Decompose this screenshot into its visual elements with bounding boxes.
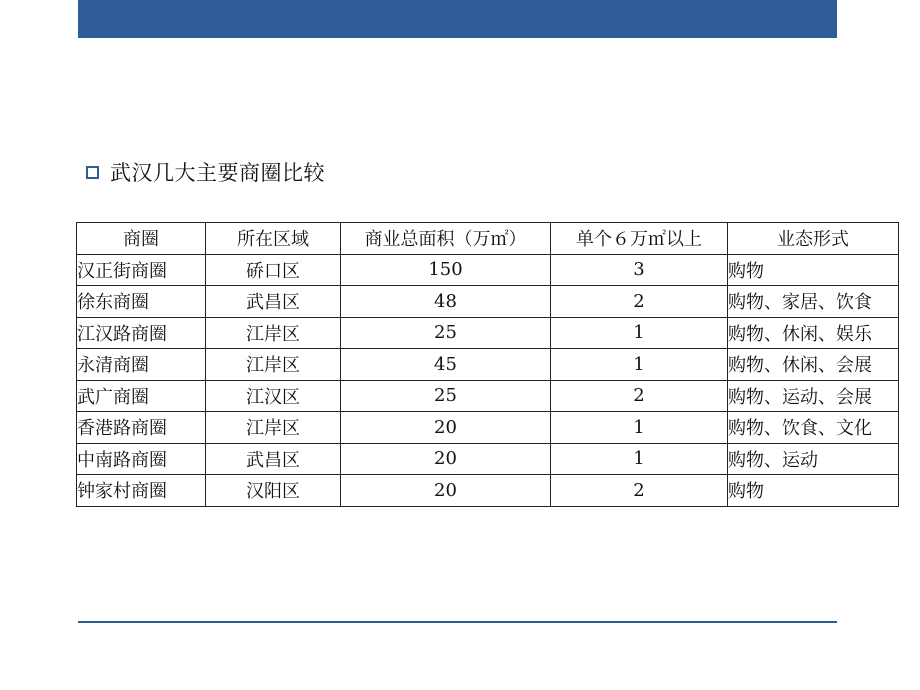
cell-mall: 香港路商圈 [77,412,206,444]
table-row [77,380,899,412]
cell-format: 购物、休闲、会展 [728,349,899,381]
cell-mall: 武广商圈 [77,380,206,412]
header-district: 所在区域 [206,223,341,255]
cell-format: 购物 [728,475,899,507]
heading-text: 武汉几大主要商圈比较 [110,161,325,185]
comparison-table [76,222,899,507]
cell-total-area: 48 [341,286,551,318]
cell-format: 购物、家居、饮食 [728,286,899,318]
header-mall: 商圈 [77,223,206,255]
cell-total-area: 25 [341,380,551,412]
cell-district: 江岸区 [206,412,341,444]
square-bullet-icon [86,166,99,179]
cell-total-area: 150 [341,254,551,286]
table-row [77,286,899,318]
table-row [77,349,899,381]
cell-mall: 江汉路商圈 [77,317,206,349]
cell-mall: 汉正街商圈 [77,254,206,286]
header-large-count: 单个６万㎡以上 [551,223,728,255]
cell-format: 购物、饮食、文化 [728,412,899,444]
cell-total-area: 25 [341,317,551,349]
cell-large-count: 1 [551,443,728,475]
cell-format: 购物、运动、会展 [728,380,899,412]
section-heading [86,156,325,188]
cell-district: 江岸区 [206,317,341,349]
cell-format: 购物、运动 [728,443,899,475]
cell-total-area: 20 [341,443,551,475]
cell-district: 武昌区 [206,286,341,318]
cell-large-count: 2 [551,286,728,318]
table-row [77,254,899,286]
cell-district: 江岸区 [206,349,341,381]
table-header-row [77,223,899,255]
table-row [77,412,899,444]
cell-large-count: 1 [551,317,728,349]
cell-mall: 钟家村商圈 [77,475,206,507]
cell-district: 江汉区 [206,380,341,412]
top-banner [78,0,837,38]
cell-total-area: 20 [341,475,551,507]
footer-divider [78,621,837,623]
cell-large-count: 2 [551,380,728,412]
cell-format: 购物、休闲、娱乐 [728,317,899,349]
cell-district: 汉阳区 [206,475,341,507]
cell-format: 购物 [728,254,899,286]
cell-large-count: 3 [551,254,728,286]
cell-mall: 徐东商圈 [77,286,206,318]
header-total-area: 商业总面积（万㎡） [341,223,551,255]
cell-district: 硚口区 [206,254,341,286]
cell-large-count: 1 [551,412,728,444]
cell-total-area: 20 [341,412,551,444]
table-row [77,475,899,507]
table-row [77,443,899,475]
cell-district: 武昌区 [206,443,341,475]
cell-large-count: 2 [551,475,728,507]
header-format: 业态形式 [728,223,899,255]
table-row [77,317,899,349]
cell-total-area: 45 [341,349,551,381]
cell-large-count: 1 [551,349,728,381]
cell-mall: 永清商圈 [77,349,206,381]
cell-mall: 中南路商圈 [77,443,206,475]
